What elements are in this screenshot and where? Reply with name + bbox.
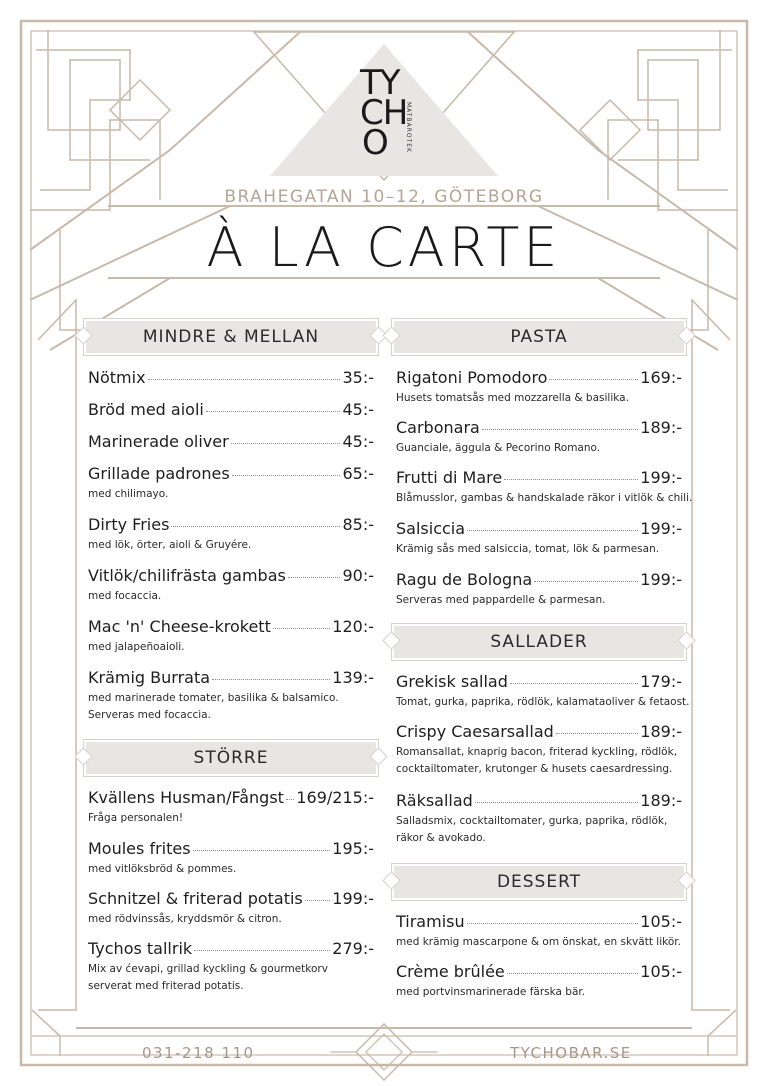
leader-dots: [549, 379, 638, 380]
item-name: Carbonara: [396, 418, 480, 437]
menu-item: [88, 464, 374, 503]
item-description: med lök, örter, aioli & Gruyére.: [88, 539, 252, 551]
item-name: Moules frites: [88, 839, 191, 858]
item-name: Crispy Caesarsallad: [396, 722, 554, 741]
item-description: med marinerade tomater, basilika & balsamico.: [88, 692, 339, 704]
item-name: Ragu de Bologna: [396, 570, 533, 589]
item-name: Rigatoni Pomodoro: [396, 368, 548, 387]
item-price: 199:-: [332, 889, 374, 908]
item-name: Räksallad: [396, 791, 473, 810]
item-name: Frutti di Mare: [396, 468, 503, 487]
item-description: Blåmusslor, gambas & handskalade räkor i vitlök & chili.: [396, 492, 693, 504]
menu-item: [396, 368, 682, 407]
section-header-mindre-mellan: MINDRE & MELLAN: [86, 321, 376, 353]
item-name: Kvällens Husman/Fångst: [88, 788, 284, 807]
item-price: 139:-: [332, 668, 374, 687]
leader-dots: [148, 379, 341, 380]
item-price: 45:-: [342, 432, 374, 451]
menu-item: [396, 962, 682, 1001]
item-description: Tomat, gurka, paprika, rödlök, kalamataoliver & fetaost.: [396, 696, 690, 708]
section-header-pasta: PASTA: [394, 321, 684, 353]
item-description-line2: cocktailtomater, krutonger & husets caesardressing.: [396, 763, 673, 775]
menu-item: [396, 468, 693, 507]
menu-item: [88, 839, 374, 878]
tycho-logo: [356, 63, 426, 166]
item-price: 45:-: [342, 400, 374, 419]
item-description: Mix av ćevapi, grillad kyckling & gourmetkorv: [88, 963, 328, 975]
leader-dots: [232, 475, 341, 476]
item-price: 179:-: [640, 672, 682, 691]
item-description: med rödvinssås, kryddsmör & citron.: [88, 913, 282, 925]
leader-dots: [482, 429, 638, 430]
menu-item: [396, 418, 682, 457]
leader-dots: [206, 411, 341, 412]
item-price: 105:-: [640, 962, 682, 981]
menu-item: [88, 617, 374, 656]
menu-item: [396, 570, 682, 609]
item-name: Bröd med aioli: [88, 400, 204, 419]
address: BRAHEGATAN 10–12, GÖTEBORG: [224, 187, 544, 207]
menu-item: [396, 722, 682, 778]
menu-item: [88, 566, 374, 605]
item-price: 169:-: [640, 368, 682, 387]
leader-dots: [504, 479, 638, 480]
item-description: Krämig sås med salsiccia, tomat, lök & parmesan.: [396, 543, 660, 555]
leader-dots: [467, 923, 639, 924]
item-price: 120:-: [332, 617, 374, 636]
item-price: 189:-: [640, 791, 682, 810]
item-name: Schnitzel & friterad potatis: [88, 889, 303, 908]
item-description: med vitlöksbröd & pommes.: [88, 863, 237, 875]
item-price: 90:-: [342, 566, 374, 585]
leader-dots: [556, 733, 639, 734]
section-header-sallader: SALLADER: [394, 626, 684, 658]
leader-dots: [194, 950, 330, 951]
menu-item: [88, 788, 374, 827]
item-name: Nötmix: [88, 368, 146, 387]
item-description: med jalapeñoaioli.: [88, 641, 185, 653]
footer-phone[interactable]: 031-218 110: [142, 1044, 255, 1062]
section-header-storre: STÖRRE: [86, 742, 376, 774]
item-description: Salladsmix, cocktailtomater, gurka, paprika, rödlök,: [396, 815, 668, 827]
logo-text-ty: TY: [360, 63, 400, 103]
item-name: Grekisk sallad: [396, 672, 508, 691]
leader-dots: [507, 973, 639, 974]
menu-item: [88, 939, 374, 995]
leader-dots: [534, 581, 638, 582]
menu-item: [88, 515, 374, 554]
menu-item: [88, 668, 374, 724]
menu-item: [396, 672, 690, 711]
menu-item: [396, 519, 682, 558]
item-price: 189:-: [640, 722, 682, 741]
item-name: Marinerade oliver: [88, 432, 229, 451]
leader-dots: [288, 577, 341, 578]
item-description: med krämig mascarpone & om önskat, en skvätt likör.: [396, 936, 681, 948]
leader-dots: [510, 683, 638, 684]
item-description: Husets tomatsås med mozzarella & basilika.: [396, 392, 629, 404]
item-price: 35:-: [342, 368, 374, 387]
logo-text-o: O: [362, 123, 388, 163]
leader-dots: [475, 802, 638, 803]
item-name: Vitlök/chilifrästa gambas: [88, 566, 286, 585]
item-name: Tychos tallrik: [88, 939, 193, 958]
item-name: Krämig Burrata: [88, 668, 211, 687]
item-price: 65:-: [342, 464, 374, 483]
leader-dots: [467, 530, 638, 531]
leader-dots: [193, 850, 331, 851]
section-header-dessert: DESSERT: [394, 866, 684, 898]
item-description-line2: serverat med friterad potatis.: [88, 980, 244, 992]
item-description: med focaccia.: [88, 590, 162, 602]
menu-item: [396, 791, 682, 847]
item-price: 199:-: [640, 570, 682, 589]
item-price: 199:-: [640, 519, 682, 538]
menu-item: [396, 912, 682, 951]
page-title: À LA CARTE: [206, 216, 562, 279]
leader-dots: [212, 679, 330, 680]
menu-item: [88, 400, 374, 420]
item-price: 189:-: [640, 418, 682, 437]
item-name: Grillade padrones: [88, 464, 230, 483]
item-description: med portvinsmarinerade färska bär.: [396, 986, 586, 998]
item-description: med chilimayo.: [88, 488, 169, 500]
leader-dots: [305, 900, 331, 901]
logo-subtitle: MATBAROTEK: [405, 102, 412, 153]
item-price: 105:-: [640, 912, 682, 931]
leader-dots: [231, 443, 341, 444]
menu-item: [88, 889, 374, 928]
item-price: 85:-: [342, 515, 374, 534]
item-description: Guanciale, äggula & Pecorino Romano.: [396, 442, 601, 454]
item-price: 199:-: [640, 468, 682, 487]
item-name: Tiramisu: [396, 912, 465, 931]
leader-dots: [171, 526, 340, 527]
item-name: Crème brûlée: [396, 962, 505, 981]
item-description-line2: räkor & avokado.: [396, 832, 486, 844]
item-name: Mac 'n' Cheese-krokett: [88, 617, 271, 636]
leader-dots: [273, 628, 330, 629]
menu-item: [88, 432, 374, 452]
item-name: Salsiccia: [396, 519, 466, 538]
leader-dots: [286, 799, 294, 800]
item-name: Dirty Fries: [88, 515, 170, 534]
item-description: Fråga personalen!: [88, 812, 184, 824]
item-description: Romansallat, knaprig bacon, friterad kyckling, rödlök,: [396, 746, 678, 758]
item-price: 169/215:-: [296, 788, 374, 807]
footer-website[interactable]: TYCHOBAR.SE: [510, 1044, 632, 1062]
item-description: Serveras med pappardelle & parmesan.: [396, 594, 606, 606]
menu-item: [88, 368, 374, 388]
item-price: 279:-: [332, 939, 374, 958]
logo-text-ch: CH: [360, 93, 408, 133]
item-description-line2: Serveras med focaccia.: [88, 709, 211, 721]
item-price: 195:-: [332, 839, 374, 858]
